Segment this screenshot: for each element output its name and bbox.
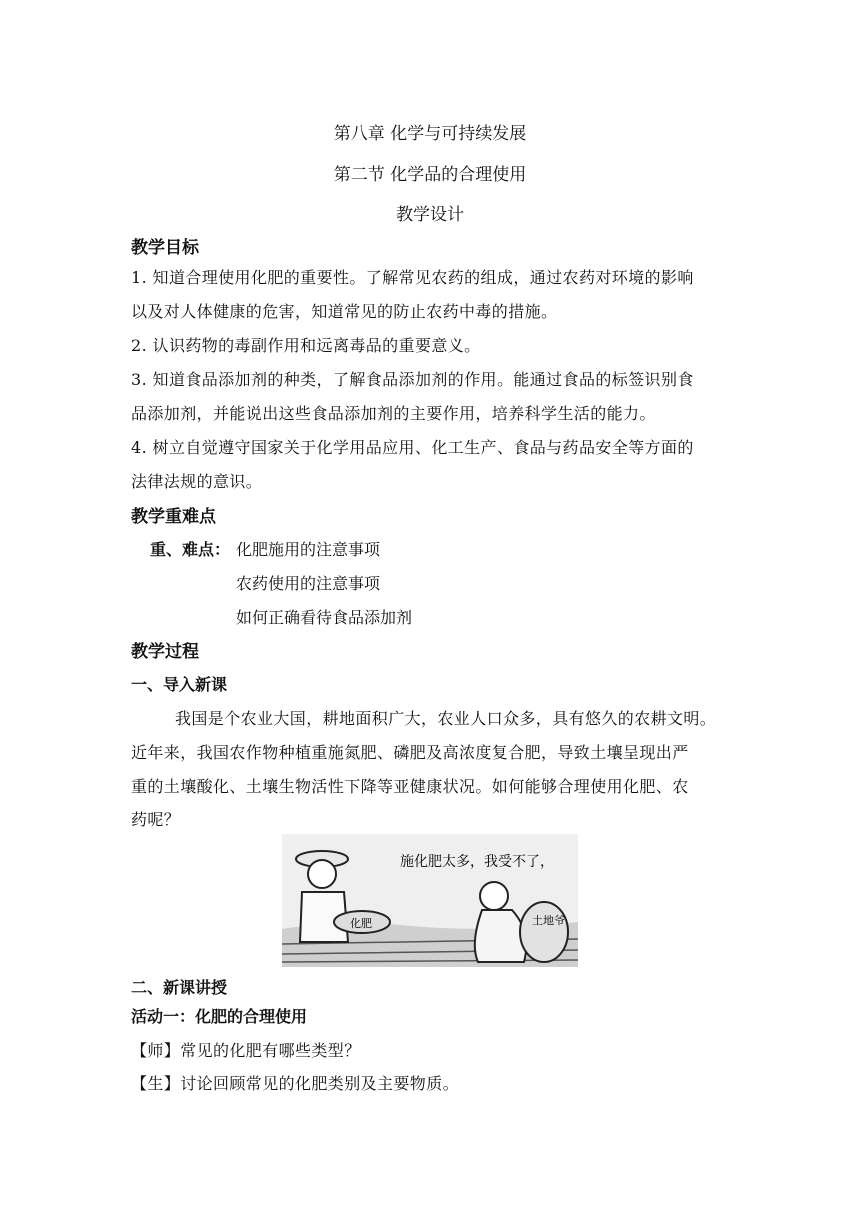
sack-label: 土地爷 bbox=[532, 914, 565, 927]
intro-line: 近年来，我国农作物种植重施氮肥、磷肥及高浓度复合肥，导致土壤呈现出严 bbox=[131, 743, 689, 762]
keypoint-item: 如何正确看待食品添加剂 bbox=[236, 608, 413, 627]
keypoints-heading: 教学重难点 bbox=[131, 507, 216, 527]
speech-text: 施化肥太多，我受不了， bbox=[400, 854, 554, 870]
document-title: 教学设计 bbox=[396, 205, 464, 225]
keypoint-item: 化肥施用的注意事项 bbox=[236, 540, 381, 559]
basket-label: 化肥 bbox=[350, 917, 372, 930]
goal-line: 4. 树立自觉遵守国家关于化学用品应用、化工生产、食品与药品安全等方面的 bbox=[131, 438, 694, 457]
intro-line: 药呢？ bbox=[131, 810, 181, 829]
chapter-title: 第八章 化学与可持续发展 bbox=[333, 124, 527, 144]
section-title: 第二节 化学品的合理使用 bbox=[333, 165, 527, 185]
goals-heading: 教学目标 bbox=[131, 238, 199, 258]
intro-heading: 一、导入新课 bbox=[131, 675, 228, 694]
intro-line: 重的土壤酸化、土壤生物活性下降等亚健康状况。如何能够合理使用化肥、农 bbox=[131, 777, 689, 796]
goal-line: 1. 知道合理使用化肥的重要性。了解常见农药的组成，通过农药对环境的影响 bbox=[131, 268, 694, 287]
keypoint-item: 农药使用的注意事项 bbox=[236, 574, 381, 593]
activity-heading: 活动一：化肥的合理使用 bbox=[131, 1007, 308, 1026]
process-heading: 教学过程 bbox=[131, 642, 199, 662]
keypoints-label: 重、难点： bbox=[150, 540, 231, 559]
dialogue-teacher: 【师】常见的化肥有哪些类型？ bbox=[131, 1041, 361, 1060]
goal-line: 品添加剂，并能说出这些食品添加剂的主要作用，培养科学生活的能力。 bbox=[131, 404, 656, 423]
lecture-heading: 二、新课讲授 bbox=[131, 978, 228, 997]
goal-line: 2. 认识药物的毒副作用和远离毒品的重要意义。 bbox=[131, 336, 481, 355]
fertilizer-cartoon-image bbox=[282, 834, 578, 967]
goal-line: 3. 知道食品添加剂的种类，了解食品添加剂的作用。能通过食品的标签识别食 bbox=[131, 370, 694, 389]
dialogue-student: 【生】讨论回顾常见的化肥类别及主要物质。 bbox=[131, 1074, 460, 1093]
goal-line: 以及对人体健康的危害，知道常见的防止农药中毒的措施。 bbox=[131, 302, 558, 321]
intro-line: 我国是个农业大国，耕地面积广大，农业人口众多，具有悠久的农耕文明。 bbox=[175, 709, 717, 728]
goal-line: 法律法规的意识。 bbox=[131, 472, 263, 491]
